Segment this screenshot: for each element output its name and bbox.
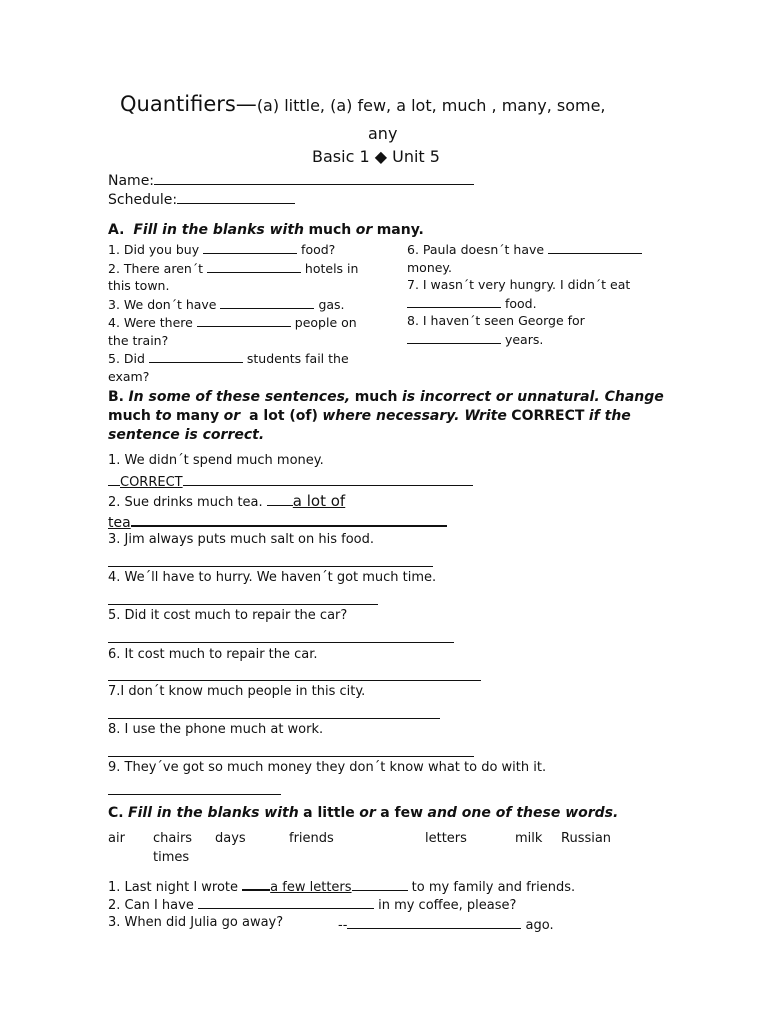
answer-line[interactable] bbox=[108, 642, 454, 643]
answer-blank[interactable] bbox=[220, 295, 314, 309]
list-item bbox=[407, 276, 642, 294]
title-subtitle: (a) little, (a) few, a lot, much , many, some, bbox=[256, 96, 606, 115]
list-item bbox=[108, 895, 516, 913]
instruction-text: Fill in the blanks with bbox=[133, 222, 304, 238]
answer-line[interactable] bbox=[108, 756, 474, 757]
answer-blank[interactable] bbox=[407, 330, 501, 344]
instruction-text: or bbox=[355, 222, 373, 238]
instruction-text: or bbox=[359, 805, 376, 821]
answer-blank bbox=[108, 472, 120, 486]
instruction-text: where necessary. Write bbox=[322, 408, 507, 424]
list-item: 7.I don´t know much people in this city. bbox=[108, 684, 366, 699]
answer-blank[interactable] bbox=[207, 259, 301, 273]
item-text: 1. Last night I wrote bbox=[108, 880, 243, 895]
list-item bbox=[407, 312, 642, 330]
schedule-label-text: Schedule: bbox=[108, 192, 178, 208]
list-item bbox=[108, 492, 345, 510]
page-title bbox=[120, 92, 606, 116]
title-main: Quantifiers— bbox=[120, 92, 257, 116]
list-item bbox=[108, 277, 358, 295]
list-item bbox=[108, 240, 358, 259]
answer-line[interactable] bbox=[108, 680, 481, 681]
word-bank-item: chairs bbox=[153, 831, 193, 846]
item-text: 2. Can I have bbox=[108, 898, 198, 913]
instruction-word: much bbox=[108, 408, 151, 424]
word-bank-item: letters bbox=[425, 831, 467, 846]
instruction-text: is incorrect or unnatural. Change bbox=[401, 389, 664, 405]
item-text: students fail the bbox=[242, 351, 349, 366]
item-text: 1. Did you buy bbox=[108, 242, 204, 257]
item-text: 3. We don´t have bbox=[108, 296, 221, 312]
section-letter: C. bbox=[108, 805, 124, 821]
answer-blank[interactable] bbox=[203, 240, 297, 254]
instruction-text: and one of these words. bbox=[427, 805, 619, 821]
instruction-word: a little bbox=[303, 805, 355, 821]
answer-blank[interactable] bbox=[198, 895, 374, 909]
item-text: 4. Were there bbox=[108, 315, 197, 330]
list-item-answer bbox=[338, 915, 554, 933]
section-a-heading bbox=[108, 222, 424, 238]
answer-line[interactable] bbox=[108, 566, 433, 567]
answer-blank[interactable] bbox=[347, 915, 521, 929]
item-text: the train? bbox=[108, 332, 169, 348]
answer-blank bbox=[183, 472, 473, 486]
list-item bbox=[407, 240, 642, 259]
word-bank-item: times bbox=[153, 850, 190, 865]
list-item bbox=[407, 330, 642, 349]
item-text: 3. When did Julia go away? bbox=[108, 915, 284, 930]
section-letter: A. bbox=[108, 222, 125, 238]
list-item bbox=[108, 368, 358, 386]
instruction-word: much bbox=[308, 222, 352, 238]
item-text: -- bbox=[338, 918, 348, 933]
list-item: 4. We´ll have to hurry. We haven´t got much time. bbox=[108, 570, 437, 585]
instruction-text: or bbox=[223, 408, 241, 424]
item-text: gas. bbox=[314, 296, 345, 312]
item-text: to my family and friends. bbox=[407, 880, 576, 895]
item-text: this town. bbox=[108, 278, 170, 293]
name-label bbox=[108, 171, 474, 189]
name-label-text: Name: bbox=[108, 173, 155, 189]
answer-line[interactable] bbox=[108, 512, 447, 531]
word-bank-item: days bbox=[215, 831, 246, 846]
list-item: 9. They´ve got so much money they don´t know what to do with it. bbox=[108, 760, 547, 775]
instruction-word: many bbox=[176, 408, 220, 424]
item-text: food. bbox=[501, 295, 537, 311]
instruction-word: CORRECT bbox=[511, 408, 585, 424]
name-field[interactable] bbox=[154, 171, 474, 185]
item-text: 6. Paula doesn´t have bbox=[407, 242, 549, 257]
word-bank-item: milk bbox=[515, 831, 543, 846]
word-bank-item: air bbox=[108, 831, 125, 846]
item-text: ago. bbox=[521, 918, 554, 933]
instruction-word: a lot (of) bbox=[249, 408, 318, 424]
handwritten-answer: CORRECT bbox=[120, 475, 183, 490]
instruction-word: many. bbox=[376, 222, 424, 238]
item-text: years. bbox=[501, 331, 544, 347]
section-a-right-column bbox=[407, 240, 642, 348]
instruction-word: a few bbox=[380, 805, 424, 821]
list-item bbox=[108, 259, 358, 278]
answer-line[interactable] bbox=[108, 718, 440, 719]
schedule-label bbox=[108, 190, 295, 208]
answer-blank[interactable] bbox=[267, 492, 293, 506]
list-item bbox=[108, 295, 358, 314]
list-item: 6. It cost much to repair the car. bbox=[108, 647, 318, 662]
answer-line[interactable] bbox=[108, 794, 281, 795]
section-b-heading bbox=[108, 388, 668, 445]
handwritten-answer: a few letters bbox=[270, 880, 352, 895]
answer-blank[interactable] bbox=[407, 294, 501, 308]
list-item bbox=[108, 876, 575, 895]
answer-blank[interactable] bbox=[149, 349, 243, 363]
item-text: 2. Sue drinks much tea. bbox=[108, 495, 263, 510]
instruction-text: if the bbox=[588, 408, 631, 424]
word-bank-item: friends bbox=[289, 831, 334, 846]
answer-blank[interactable] bbox=[242, 876, 270, 891]
list-item bbox=[108, 313, 358, 332]
item-text: 2. There aren´t bbox=[108, 260, 207, 276]
answer-blank bbox=[131, 512, 447, 527]
list-item: 3. Jim always puts much salt on his food. bbox=[108, 532, 374, 547]
word-bank-item: Russian bbox=[561, 831, 612, 846]
item-text: exam? bbox=[108, 368, 150, 384]
schedule-field[interactable] bbox=[177, 190, 295, 204]
item-text: 7. I wasn´t very hungry. I didn´t eat bbox=[407, 277, 631, 292]
answer-blank[interactable] bbox=[352, 877, 408, 891]
item-text: 5. Did bbox=[108, 351, 149, 366]
item-text: 8. I haven´t seen George for bbox=[407, 313, 585, 328]
list-item: 8. I use the phone much at work. bbox=[108, 722, 324, 737]
item-text: people on bbox=[290, 315, 357, 330]
item-text: food? bbox=[297, 242, 336, 257]
list-item bbox=[407, 259, 642, 277]
answer-blank[interactable] bbox=[197, 313, 291, 327]
section-c-heading bbox=[108, 805, 618, 821]
instruction-text: sentence is correct. bbox=[108, 427, 265, 443]
answer-blank[interactable] bbox=[548, 240, 642, 254]
item-text: hotels in bbox=[300, 260, 359, 276]
item-text: in my coffee, please? bbox=[373, 898, 517, 913]
instruction-text: Fill in the blanks with bbox=[128, 805, 299, 821]
answer-line[interactable] bbox=[108, 604, 378, 605]
title-subtitle-2: any bbox=[368, 124, 398, 143]
list-item: 5. Did it cost much to repair the car? bbox=[108, 608, 348, 623]
list-item bbox=[407, 294, 642, 313]
answer-line[interactable] bbox=[108, 472, 473, 490]
level-label: Basic 1 ◆ Unit 5 bbox=[312, 147, 440, 166]
list-item bbox=[108, 332, 358, 350]
list-item bbox=[108, 349, 358, 368]
instruction-text: to bbox=[155, 408, 172, 424]
section-letter: B. bbox=[108, 389, 124, 405]
instruction-word: much bbox=[354, 389, 398, 405]
handwritten-answer: tea bbox=[108, 515, 131, 531]
handwritten-answer: a lot of bbox=[292, 492, 346, 510]
item-text: money. bbox=[407, 259, 453, 275]
list-item bbox=[108, 915, 283, 930]
instruction-text: In some of these sentences, bbox=[128, 389, 351, 405]
section-a-left-column bbox=[108, 240, 358, 385]
list-item: 1. We didn´t spend much money. bbox=[108, 453, 324, 468]
